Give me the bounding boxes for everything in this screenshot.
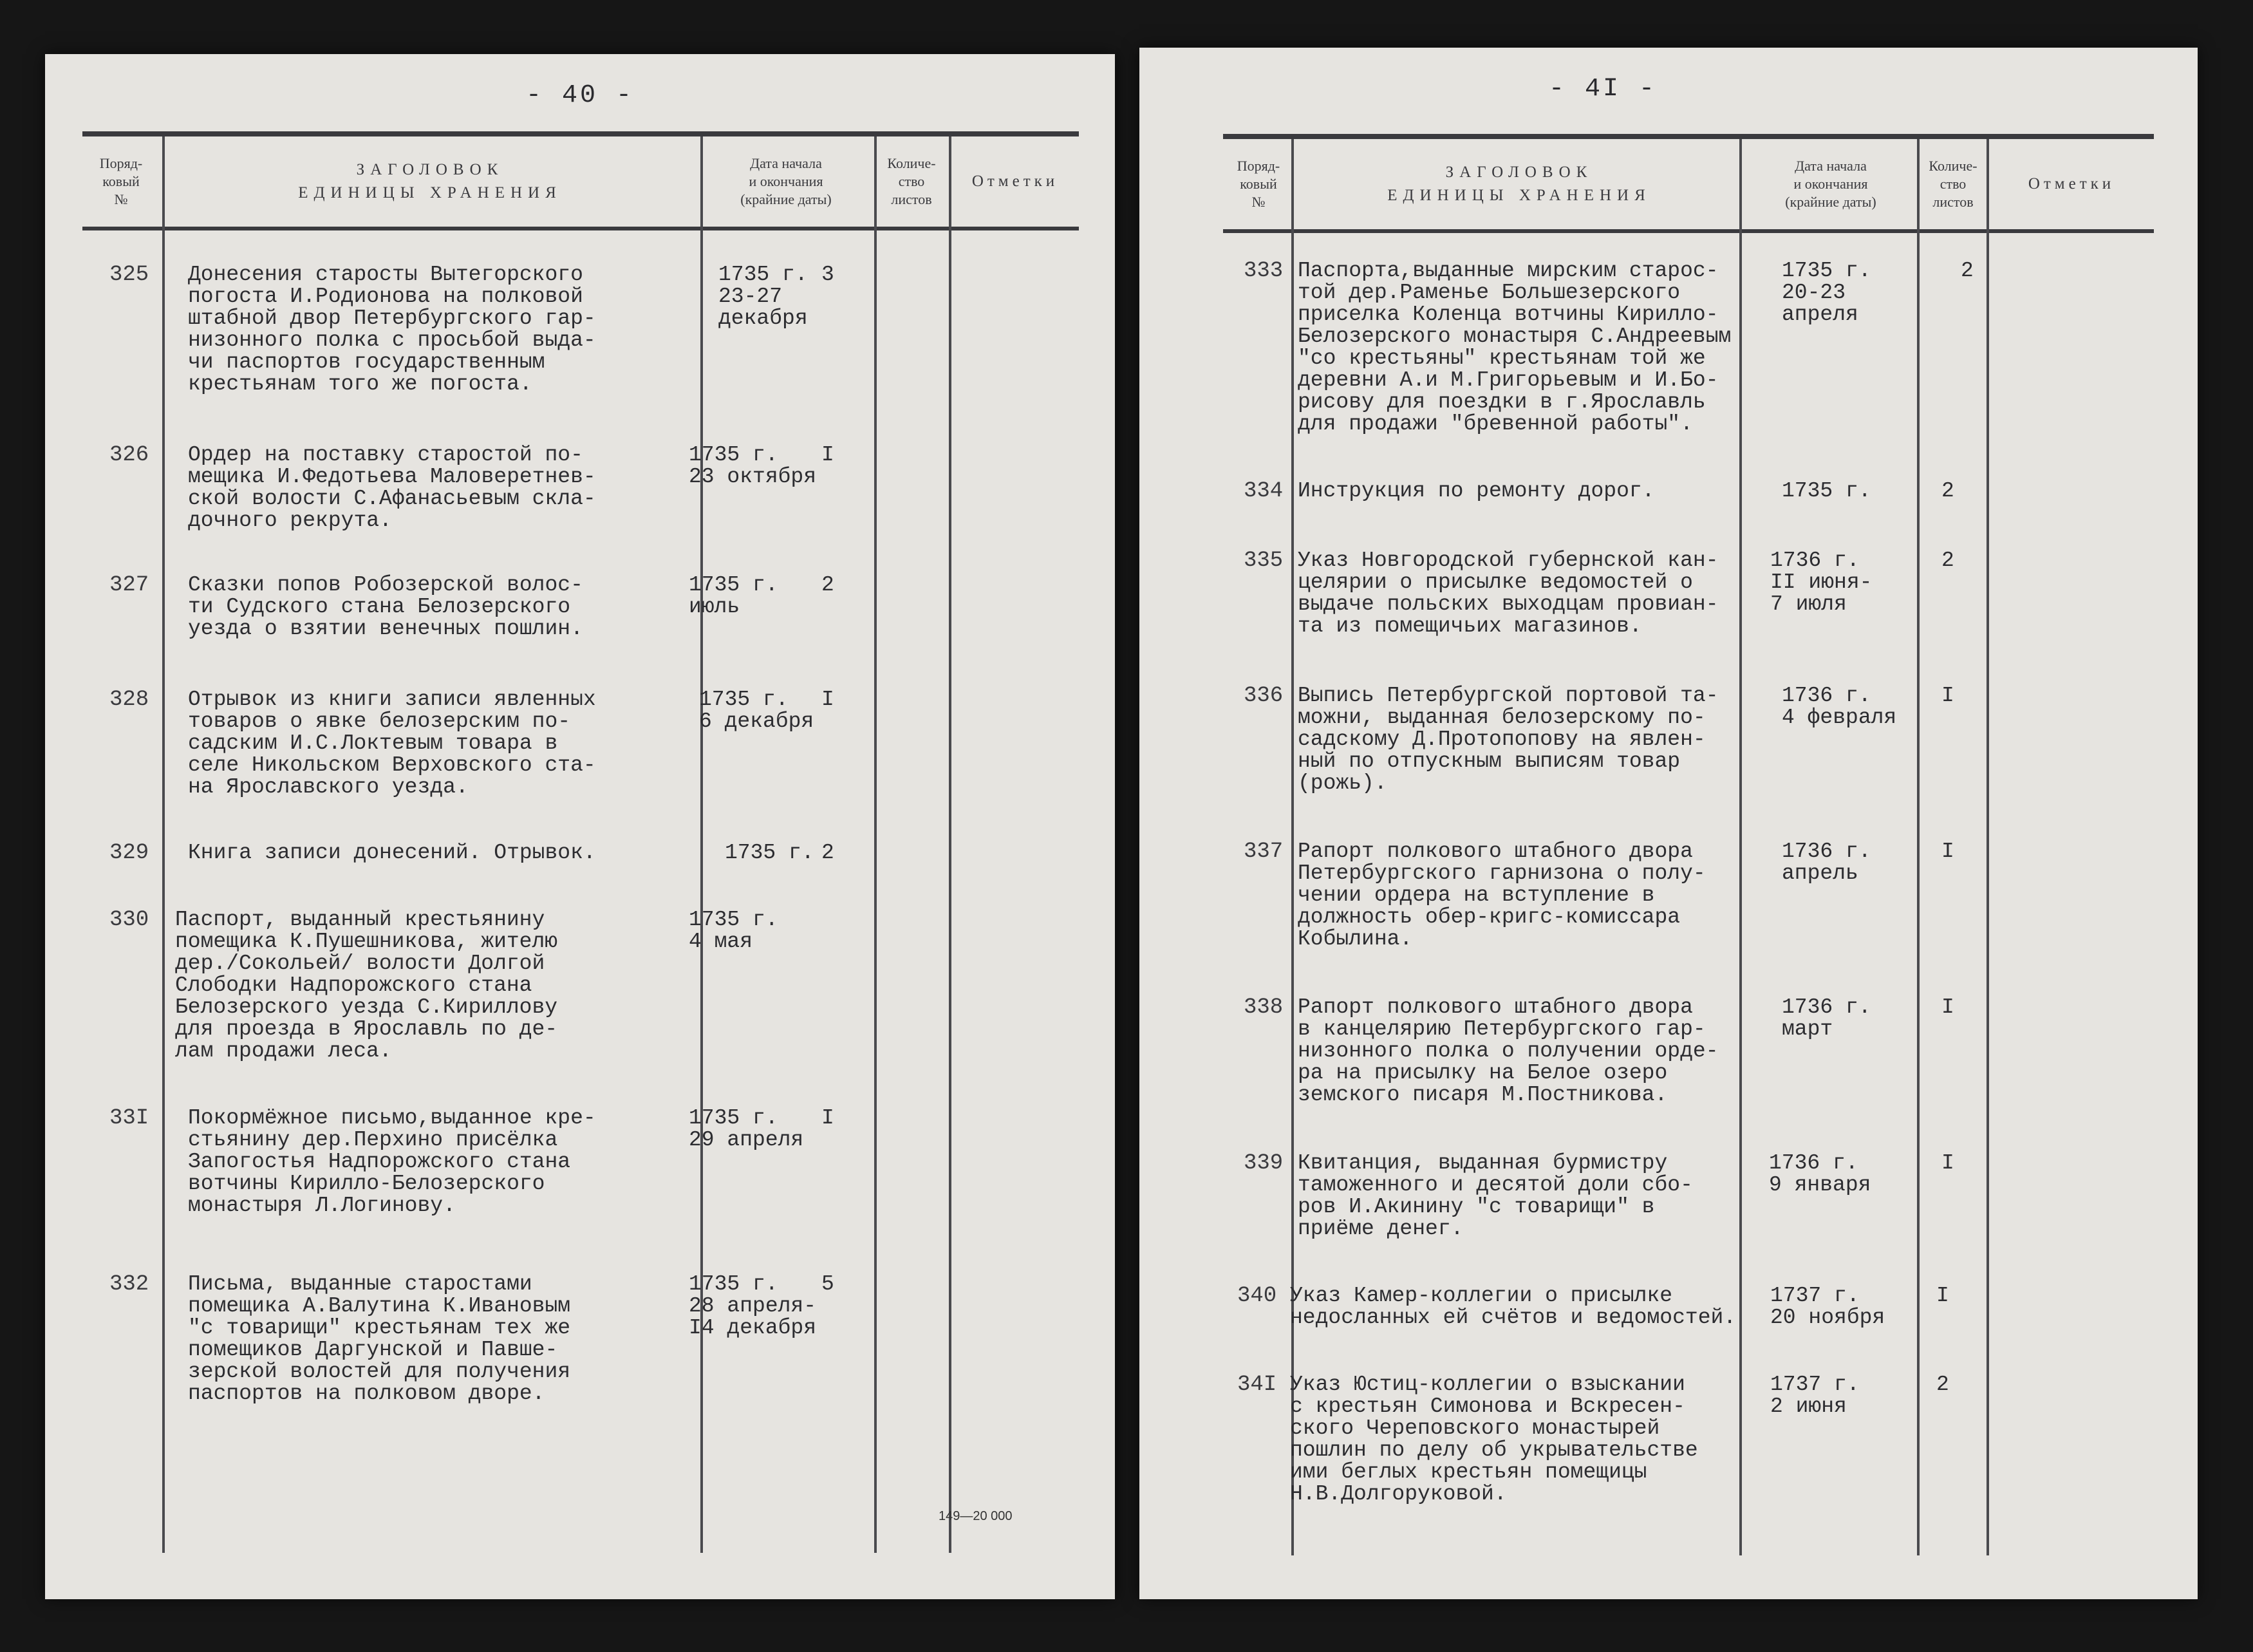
column-divider (1987, 139, 1989, 1555)
row-number: 334 (1244, 479, 1284, 503)
left-page (45, 54, 1115, 1599)
row-sheet-count: I (1941, 840, 1954, 863)
row-title: Отрывок из книги записи явленных товаров о явке белозерским по- садским И.С.Локтевым товара в селе Никольском Верховского ста- на Ярославского уезда. (188, 688, 596, 799)
row-sheet-count: I (821, 1106, 834, 1130)
header-title: ЗАГОЛОВОК ЕДИНИЦЫ ХРАНЕНИЯ (1387, 164, 1651, 204)
row-date: 1737 г. 2 июня (1770, 1373, 1860, 1418)
row-number: 332 (109, 1272, 149, 1297)
row-date: 1735 г. 23 октября (689, 443, 817, 489)
row-sheet-count: I (821, 443, 834, 467)
row-date: 1735 г. (725, 841, 814, 865)
row-title: Рапорт полкового штабного двора Петербургского гарнизона о полу- чении ордера на вступление в должность обер-кригс-комиссара Кобылина. (1298, 840, 1706, 951)
row-number: 336 (1244, 684, 1284, 708)
row-title: Книга записи донесений. Отрывок. (188, 841, 596, 865)
column-divider (949, 136, 951, 1553)
row-date: 1736 г. 9 января (1769, 1151, 1871, 1197)
page-number: - 40 - (525, 81, 635, 110)
header-notes: Отметки (971, 173, 1059, 190)
row-number: 34I (1237, 1373, 1277, 1397)
row-number: 329 (109, 841, 149, 865)
right-page (1139, 48, 2198, 1599)
row-date: 1735 г. 29 апреля (689, 1106, 804, 1152)
page-number: - 4I - (1549, 75, 1658, 104)
header-num: Поряд- ковый № (99, 155, 143, 207)
row-title: Инструкция по ремонту дорог. (1298, 479, 1655, 503)
row-number: 327 (109, 573, 149, 597)
row-sheet-count: 2 (1941, 549, 1954, 572)
column-divider (1291, 139, 1294, 1555)
column-divider (1917, 139, 1920, 1555)
row-title: Рапорт полкового штабного двора в канцелярию Петербургского гар- низонного полка о получении орде- ра на присылку на Белое озеро земского писаря М.Постникова. (1298, 995, 1719, 1107)
table-header (82, 131, 1079, 230)
header-dates: Дата начала и окончания (крайние даты) (1785, 158, 1876, 210)
row-number: 330 (109, 908, 149, 932)
row-sheet-count: I (1941, 684, 1954, 708)
row-number: 339 (1244, 1151, 1284, 1176)
row-sheet-count: 2 (1941, 479, 1954, 503)
row-title: Указ Камер-коллегии о присылке недосланных ей счётов и ведомостей. (1290, 1284, 1737, 1329)
column-divider (874, 136, 877, 1553)
row-number: 33I (109, 1106, 149, 1131)
row-date: 1735 г. 20-23 апреля (1782, 259, 1871, 326)
row-date: 1735 г. июль (689, 573, 778, 619)
header-title: ЗАГОЛОВОК ЕДИНИЦЫ ХРАНЕНИЯ (298, 161, 562, 202)
row-title: Сказки попов Робозерской волос- ти Судского стана Белозерского уезда о взятии венечных пошлин. (188, 573, 583, 641)
column-divider (1739, 139, 1742, 1555)
row-number: 328 (109, 688, 149, 712)
row-number: 333 (1244, 259, 1284, 283)
header-dates: Дата начала и окончания (крайние даты) (740, 155, 832, 207)
row-number: 337 (1244, 840, 1284, 864)
row-title: Донесения старосты Вытегорского погоста И.Родионова на полковой штабной двор Петербургского гар- низонного полка с просьбой выда- чи паспортов государственным крестьянам того же погоста. (188, 263, 596, 396)
row-sheet-count: I (1941, 1151, 1954, 1175)
row-number: 338 (1244, 995, 1284, 1020)
row-number: 340 (1237, 1284, 1277, 1308)
row-date: 1736 г. II июня- 7 июля (1770, 549, 1873, 616)
row-sheet-count: 3 (821, 263, 834, 286)
row-sheet-count: I (1941, 995, 1954, 1019)
row-title: Покормёжное письмо,выданное кре- стьянину дер.Перхино присёлка Запогостья Надпорожского стана вотчины Кирилло-Белозерского монастыря Л.Логинову. (188, 1106, 596, 1217)
row-title: Выпись Петербургской портовой та- можни, выданная белозерскому по- садскому Д.Протопопову на явлен- ный по отпускным выписям товар (рожь). (1298, 684, 1719, 795)
header-count: Количе- ство листов (1929, 158, 1977, 210)
row-sheet-count: I (821, 688, 834, 711)
row-title: Указ Новгородской губернской кан- целярии о присылке ведомостей о выдаче польских выходцам провиан- та из помещичьих магазинов. (1298, 549, 1719, 638)
row-sheet-count: 2 (1936, 1373, 1949, 1396)
row-date: 1735 г. 23-27 декабря (718, 263, 808, 330)
row-title: Ордер на поставку старостой по- мещика И.Федотьева Маловеретнев- ской волости С.Афанасьевым скла- дочного рекрута. (188, 443, 596, 532)
table-header (1223, 134, 2154, 233)
row-sheet-count: 5 (821, 1272, 834, 1296)
row-sheet-count: 2 (821, 841, 834, 865)
column-divider (162, 136, 165, 1553)
row-sheet-count: 2 (1961, 259, 1974, 283)
print-mark: 149—20 000 (939, 1509, 1013, 1523)
row-date: 1735 г. 6 декабря (699, 688, 814, 733)
row-sheet-count: 2 (821, 573, 834, 597)
column-divider (700, 136, 703, 1553)
header-count: Количе- ство листов (887, 155, 936, 207)
row-sheet-count: I (1936, 1284, 1949, 1308)
row-title: Указ Юстиц-коллегии о взыскании с крестьян Симонова и Вскресен- ского Череповского монастырей пошлин по делу об укрывательстве ими беглых крестьян помещицы Н.В.Долгоруковой. (1290, 1373, 1698, 1506)
row-date: 1735 г. 28 апреля- I4 декабря (689, 1272, 817, 1340)
row-title: Паспорта,выданные мирским старос- той дер.Раменье Большезерского приселка Коленца вотчины Кирилло- Белозерского монастыря С.Андреевым "со крестьяны" крестьянам той же деревни А.и М.Григорьевым и И.Бо- рисову для поездки в г.Ярославль для продажи "бревенной работы". (1298, 259, 1732, 436)
row-number: 326 (109, 443, 149, 467)
row-date: 1736 г. 4 февраля (1782, 684, 1897, 729)
row-date: 1737 г. 20 ноября (1770, 1284, 1885, 1329)
row-title: Квитанция, выданная бурмистру таможенного и десятой доли сбо- ров И.Акинину "с товарищи" в приёме денег. (1298, 1151, 1693, 1241)
row-number: 325 (109, 263, 149, 287)
row-date: 1736 г. апрель (1782, 840, 1871, 885)
row-date: 1736 г. март (1782, 995, 1871, 1041)
header-num: Поряд- ковый № (1237, 158, 1280, 210)
row-title: Письма, выданные старостами помещика А.Валутина К.Ивановым "с товарищи" крестьянам тех же помещиков Даргунской и Павше- зерской волостей для получения паспортов на полковом дворе. (188, 1272, 571, 1405)
header-notes: Отметки (2028, 175, 2115, 192)
row-date: 1735 г. (1782, 479, 1871, 503)
row-date: 1735 г. 4 мая (689, 908, 778, 953)
row-title: Паспорт, выданный крестьянину помещика К.Пушешникова, жителю дер./Сокольей/ волости Долгой Слободки Надпорожского стана Белозерского уезда С.Кириллову для проезда в Ярославль по де- лам продажи леса. (175, 908, 558, 1063)
row-number: 335 (1244, 549, 1284, 573)
